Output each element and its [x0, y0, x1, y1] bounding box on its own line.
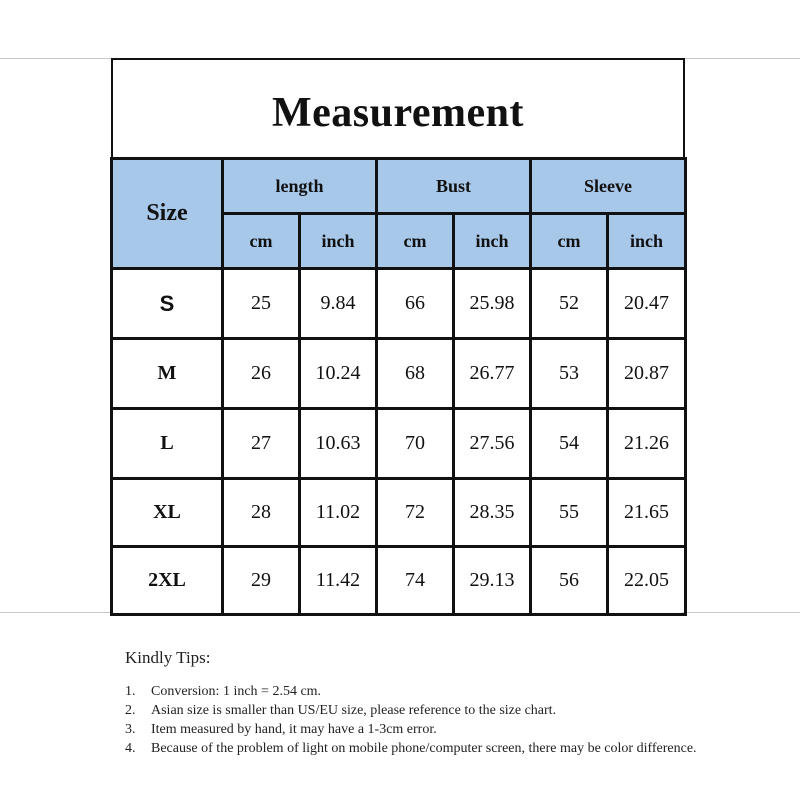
table-cell: 26 [223, 339, 300, 409]
size-chart-table [110, 157, 687, 616]
table-cell: 28.35 [454, 479, 531, 547]
list-item [125, 720, 765, 739]
tips-title: Kindly Tips: [125, 648, 211, 667]
table-cell: 21.26 [608, 409, 686, 479]
group-header-sleeve: Sleeve [531, 159, 686, 214]
table-row [112, 409, 686, 479]
group-header-length: length [223, 159, 377, 214]
table-cell: 9.84 [300, 269, 377, 339]
unit-header: cm [377, 214, 454, 269]
tip-number: 1. [125, 684, 136, 699]
table-cell: 70 [377, 409, 454, 479]
table-cell: 72 [377, 479, 454, 547]
table-cell: 55 [531, 479, 608, 547]
table-cell: 26.77 [454, 339, 531, 409]
unit-header: cm [223, 214, 300, 269]
table-cell: 29.13 [454, 547, 531, 615]
unit-header: cm [531, 214, 608, 269]
unit-header: inch [454, 214, 531, 269]
table-cell: 11.42 [300, 547, 377, 615]
table-cell: 21.65 [608, 479, 686, 547]
size-column-header: Size [112, 159, 223, 269]
tip-text: Conversion: 1 inch = 2.54 cm. [151, 684, 322, 699]
table-row [112, 269, 686, 339]
size-label: L [112, 409, 223, 479]
table-cell: 27.56 [454, 409, 531, 479]
list-item [125, 701, 765, 720]
table-cell: 28 [223, 479, 300, 547]
tip-text: Because of the problem of light on mobile phone/computer screen, there may be color difference. [151, 741, 697, 756]
table-cell: 10.63 [300, 409, 377, 479]
tip-number: 3. [125, 722, 136, 737]
table-cell: 25 [223, 269, 300, 339]
tip-text: Item measured by hand, it may have a 1-3cm error. [151, 722, 437, 737]
unit-header: inch [608, 214, 686, 269]
table-cell: 54 [531, 409, 608, 479]
table-cell: 25.98 [454, 269, 531, 339]
page-title: Measurement [272, 90, 524, 136]
table-cell: 29 [223, 547, 300, 615]
list-item [125, 682, 765, 701]
divider-line [0, 58, 112, 59]
table-cell: 11.02 [300, 479, 377, 547]
size-label: XL [112, 479, 223, 547]
size-label: M [112, 339, 223, 409]
divider-line [682, 58, 800, 59]
table-cell: 53 [531, 339, 608, 409]
tip-text: Asian size is smaller than US/EU size, please reference to the size chart. [151, 703, 557, 718]
list-item [125, 739, 765, 758]
table-cell: 52 [531, 269, 608, 339]
tips-list [125, 682, 765, 758]
table-cell: 68 [377, 339, 454, 409]
title-box [111, 58, 685, 160]
unit-header: inch [300, 214, 377, 269]
table-cell: 22.05 [608, 547, 686, 615]
size-label: S [112, 269, 223, 339]
tip-number: 4. [125, 741, 136, 756]
table-cell: 27 [223, 409, 300, 479]
table-cell: 10.24 [300, 339, 377, 409]
table-cell: 20.47 [608, 269, 686, 339]
table-cell: 20.87 [608, 339, 686, 409]
kindly-tips-section [125, 648, 765, 758]
table-row [112, 547, 686, 615]
table-row [112, 479, 686, 547]
table-row [112, 339, 686, 409]
table-cell: 66 [377, 269, 454, 339]
divider-line [682, 612, 800, 613]
group-header-bust: Bust [377, 159, 531, 214]
group-header-row [112, 159, 686, 214]
tip-number: 2. [125, 703, 136, 718]
table-cell: 56 [531, 547, 608, 615]
divider-line [0, 612, 112, 613]
table-cell: 74 [377, 547, 454, 615]
size-label: 2XL [112, 547, 223, 615]
